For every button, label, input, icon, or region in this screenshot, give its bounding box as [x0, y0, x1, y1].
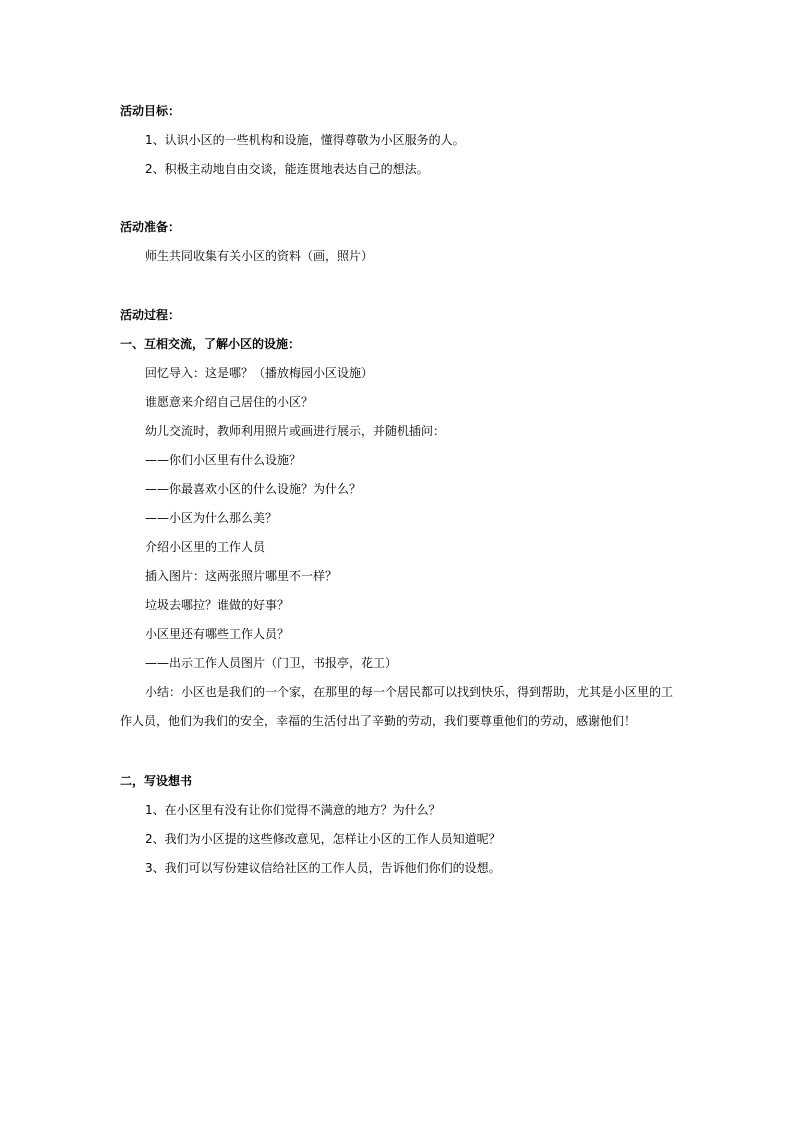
section2-line: 2、我们为小区提的这些修改意见，怎样让小区的工作人员知道呢？ [145, 832, 501, 846]
goal-heading: 活动目标： [120, 104, 181, 118]
section1-line: ——你们小区里有什么设施？ [145, 453, 302, 467]
process-heading: 活动过程： [120, 308, 181, 322]
goal-item-1: 1、认识小区的一些机构和设施，懂得尊敬为小区服务的人。 [145, 133, 465, 147]
prep-text: 师生共同收集有关小区的资料（画，照片） [145, 249, 374, 263]
section2-line: 3、我们可以写份建议信给社区的工作人员，告诉他们你们的设想。 [145, 861, 501, 875]
section1-line: 幼儿交流时，教师利用照片或画进行展示，并随机插问： [145, 424, 446, 438]
section1-line: 谁愿意来介绍自己居住的小区？ [145, 395, 314, 409]
section1-heading: 一、互相交流，了解小区的设施： [120, 337, 301, 351]
section1-line: 插入图片：这两张照片哪里不一样？ [145, 569, 338, 583]
section1-line: 小区里还有哪些工作人员？ [145, 627, 290, 641]
goal-item-2: 2、积极主动地自由交谈，能连贯地表达自己的想法。 [145, 162, 429, 176]
summary-text: 小结：小区也是我们的一个家，在那里的每一个居民都可以找到快乐，得到帮助，尤其是小区里的工作人员，他们为我们的安全，幸福的生活付出了辛勤的劳动，我们要尊重他们的劳动，感谢他们！ [120, 685, 674, 728]
section2-line: 1、在小区里有没有让你们觉得不满意的地方？为什么？ [145, 803, 441, 817]
section1-line: ——小区为什么那么美？ [145, 511, 278, 525]
prep-heading: 活动准备： [120, 220, 181, 234]
section1-line: 垃圾去哪拉？谁做的好事？ [145, 598, 290, 612]
section1-line: ——你最喜欢小区的什么设施？为什么？ [145, 482, 362, 496]
section2-heading: 二，写设想书 [120, 774, 193, 788]
section1-line: 回忆导入：这是哪？（播放梅园小区设施） [145, 366, 374, 380]
section1-line: 介绍小区里的工作人员 [145, 540, 266, 554]
summary-paragraph [120, 678, 675, 736]
section1-line: ——出示工作人员图片（门卫，书报亭，花工） [145, 656, 398, 670]
